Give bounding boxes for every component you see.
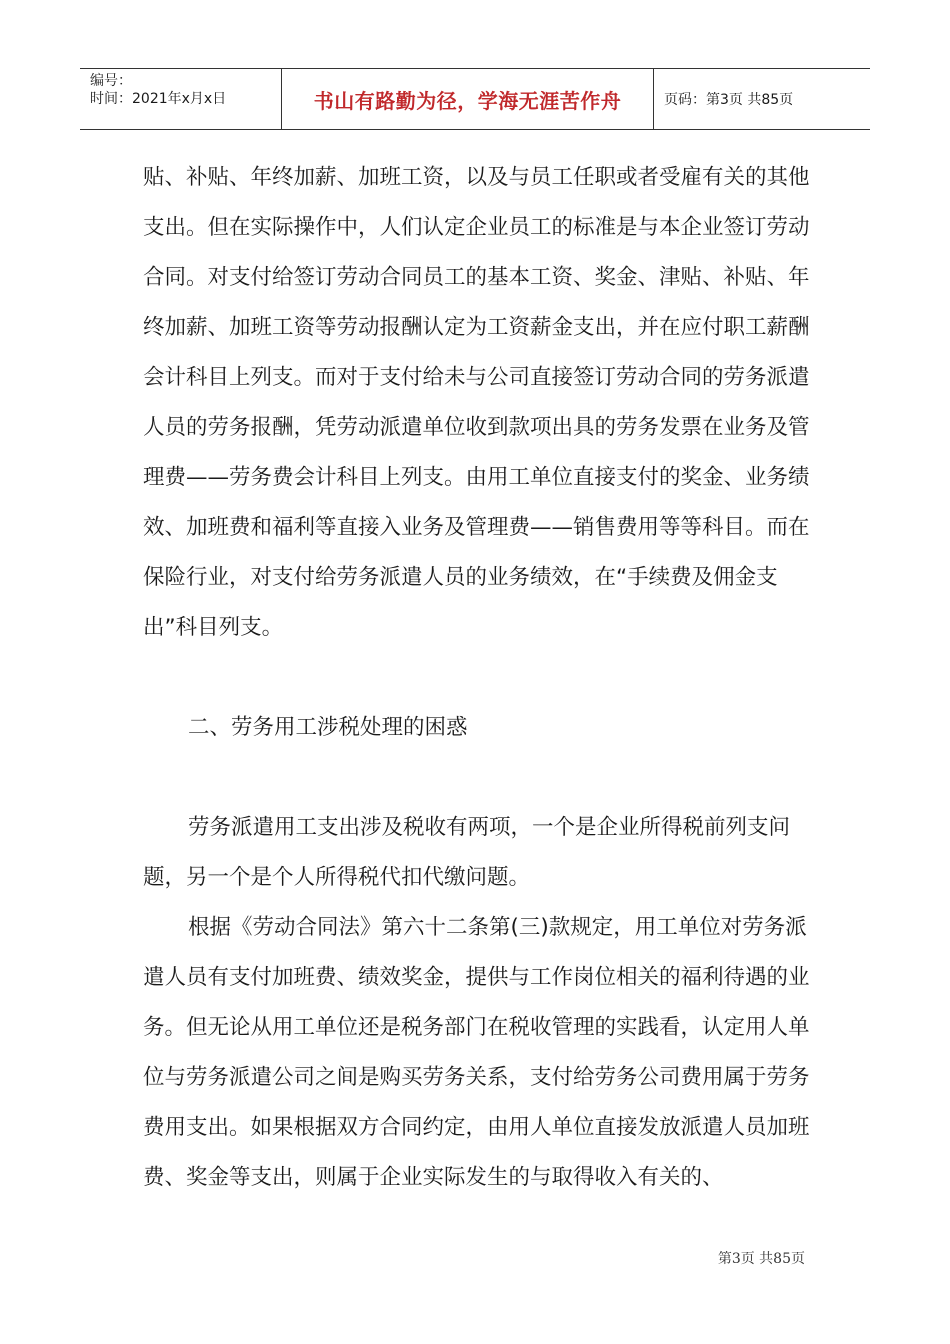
section-heading: 二、劳务用工涉税处理的困惑 [188, 715, 468, 740]
document-body [143, 153, 813, 1203]
header-page-info: 页码：第3页 共85页 [664, 92, 794, 108]
header-motto-cell [282, 69, 654, 129]
header-page-cell [654, 69, 870, 129]
date-label: 时间：2021年x月x日 [90, 91, 227, 107]
motto-text: 书山有路勤为径，学海无涯苦作舟 [313, 88, 622, 113]
page-header [80, 68, 870, 130]
paragraph-continued: 贴、补贴、年终加薪、加班工资，以及与员工任职或者受雇有关的其他支出。但在实际操作中，人们认定企业员工的标准是与本企业签订劳动合同。对支付给签订劳动合同员工的基本工资、奖金、津贴、补贴、年终加薪、加班工资等劳动报酬认定为工资薪金支出，并在应付职工薪酬会计科目上列支。而对于支付给未与公司直接签订劳动合同的劳务派遣人员的劳务报酬，凭劳动派遣单位收到款项出具的劳务发票在业务及管理费——劳务费会计科目上列支。由用工单位直接支付的奖金、业务绩效、加班费和福利等直接入业务及管理费——销售费用等等科目。而在保险行业，对支付给劳务派遣人员的业务绩效，在“手续费及佣金支出”科目列支。 [143, 165, 810, 640]
header-meta [80, 69, 282, 129]
paragraph: 根据《劳动合同法》第六十二条第(三)款规定，用工单位对劳务派遣人员有支付加班费、绩效奖金，提供与工作岗位相关的福利待遇的业务。但无论从用工单位还是税务部门在税收管理的实践看，认定用人单位与劳务派遣公司之间是购买劳务关系，支付给劳务公司费用属于劳务费用支出。如果根据双方合同约定，由用人单位直接发放派遣人员加班费、奖金等支出，则属于企业实际发生的与取得收入有关的、 [143, 915, 810, 1190]
serial-label: 编号： [90, 73, 132, 89]
paragraph: 劳务派遣用工支出涉及税收有两项，一个是企业所得税前列支问题，另一个是个人所得税代扣代缴问题。 [143, 815, 791, 890]
page-footer: 第3页 共85页 [717, 1251, 805, 1267]
